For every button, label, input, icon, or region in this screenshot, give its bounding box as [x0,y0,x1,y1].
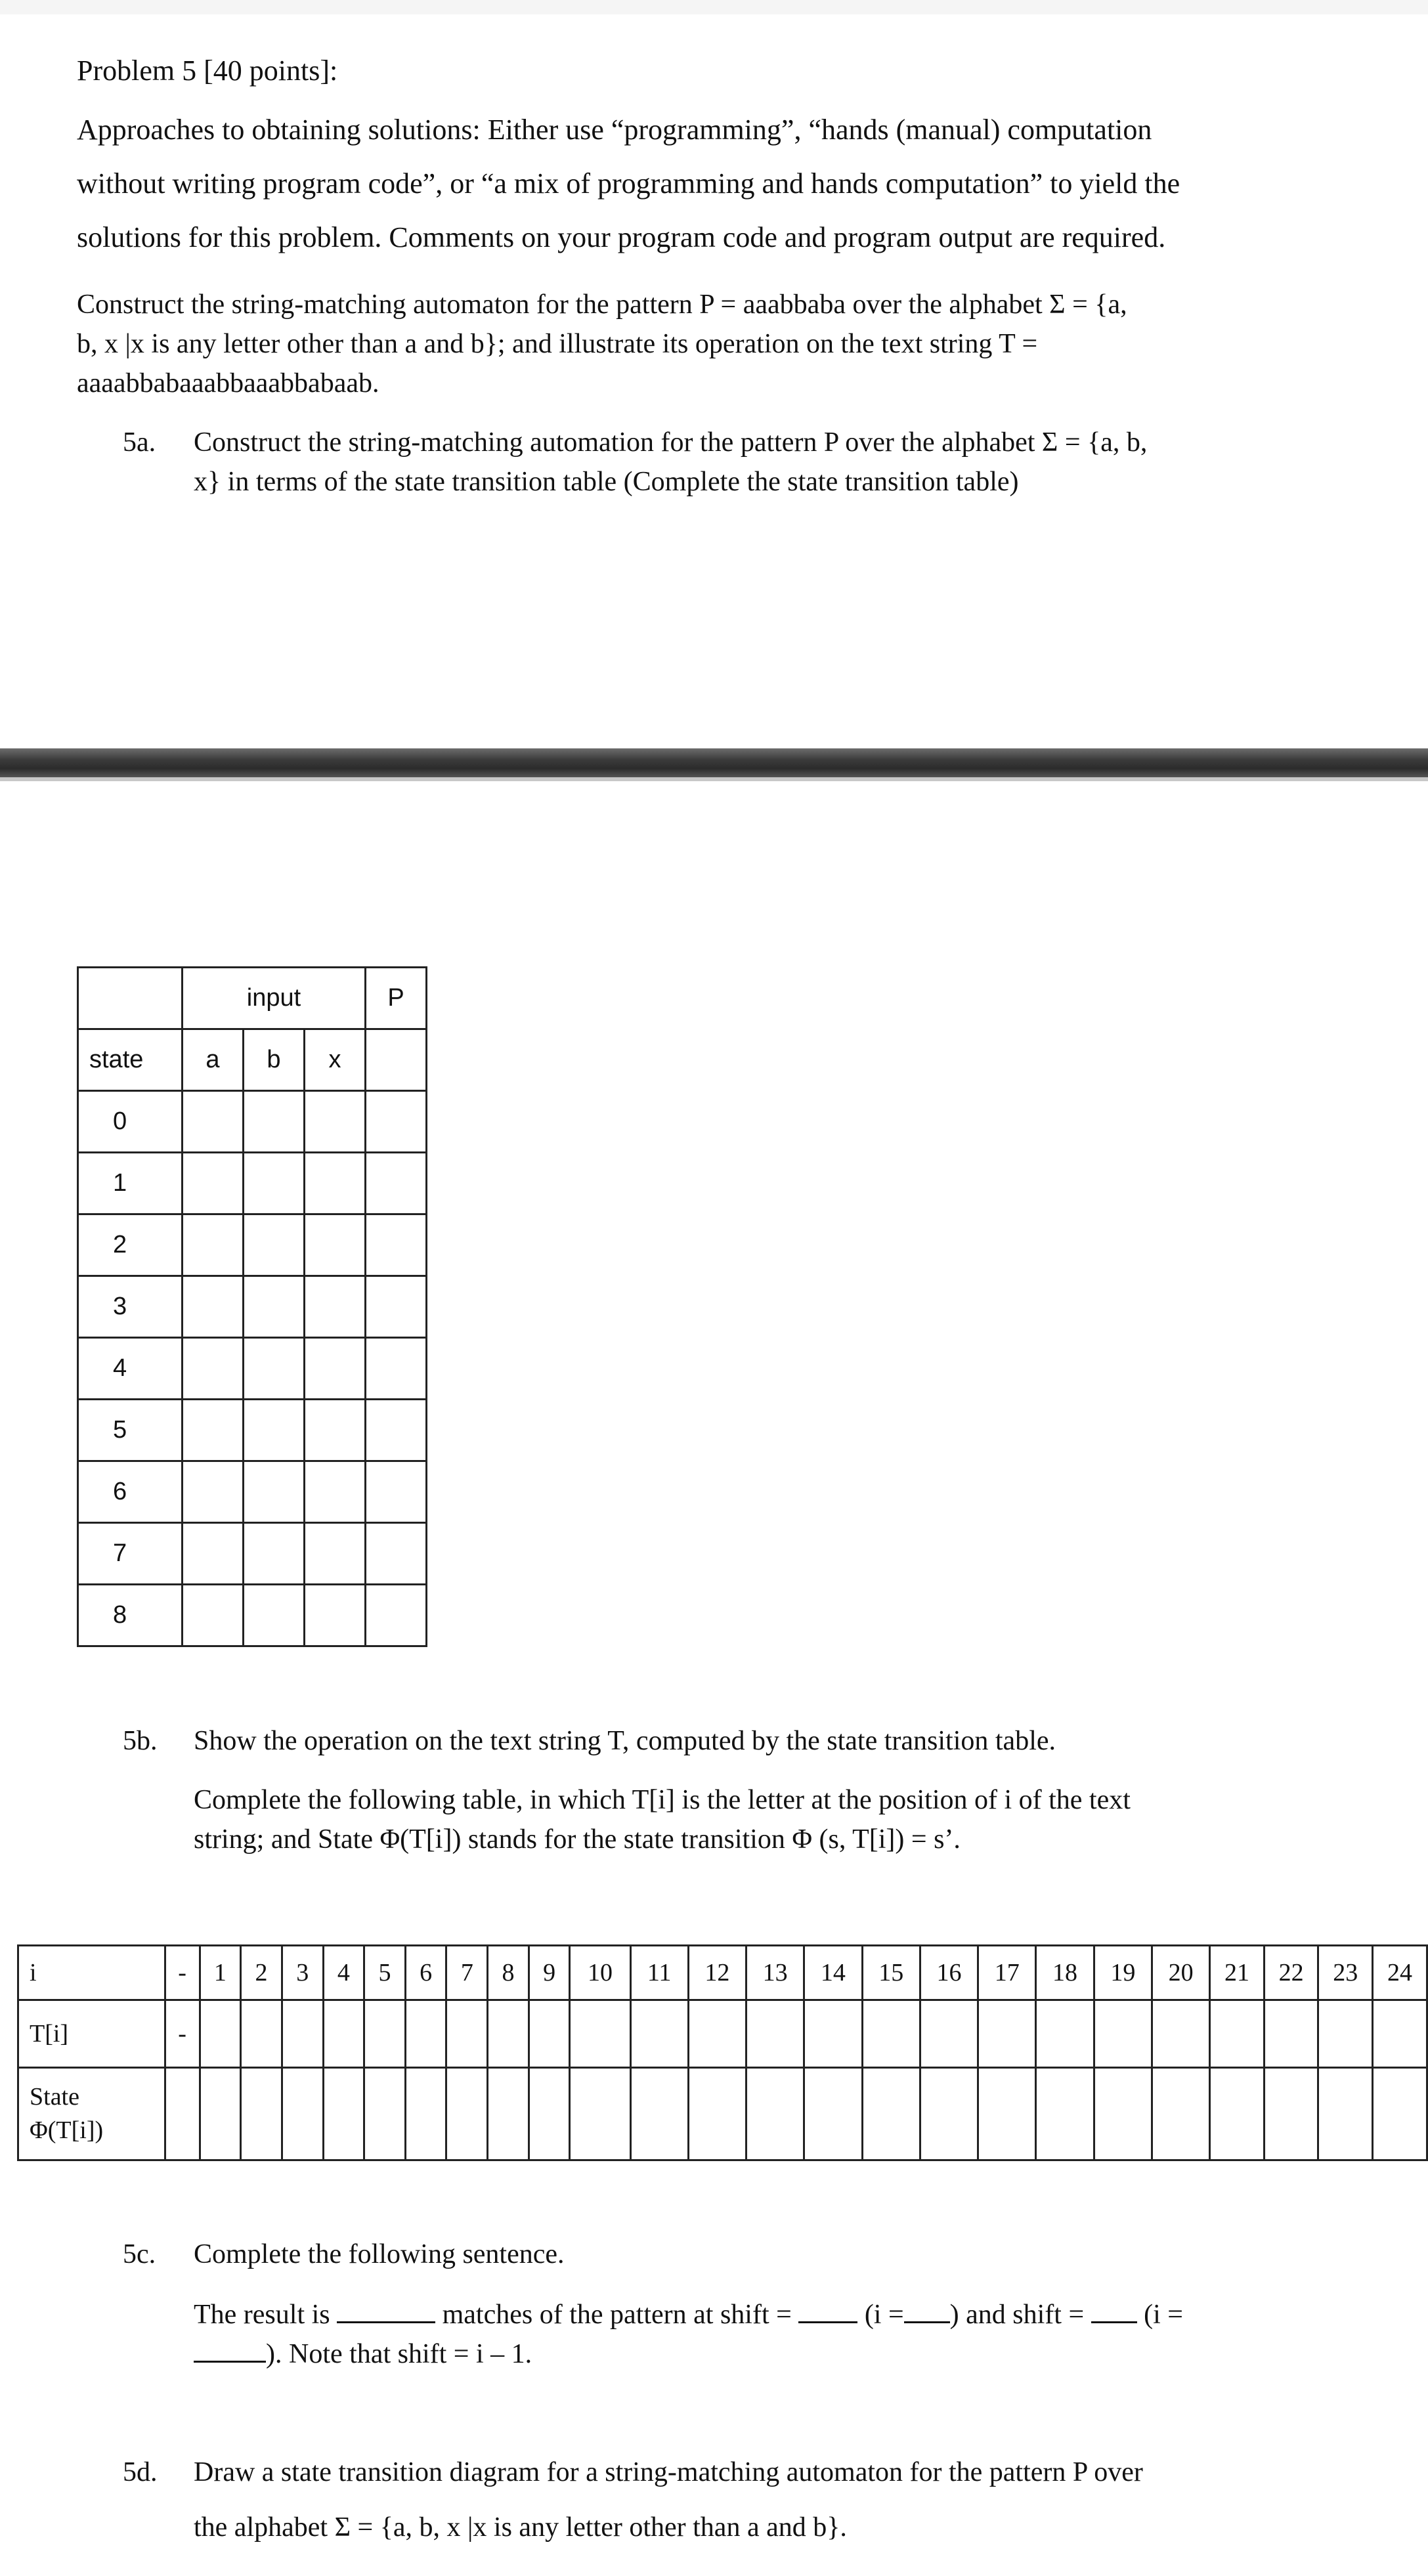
transition-cell[interactable] [305,1276,366,1338]
text-char-cell[interactable] [1036,2000,1094,2068]
transition-cell[interactable] [366,1400,427,1461]
transition-cell[interactable] [183,1214,244,1276]
transition-cell[interactable] [244,1214,305,1276]
state-value: 2 [78,1214,183,1276]
state-cell[interactable] [323,2068,364,2160]
text-char-cell[interactable] [405,2000,446,2068]
transition-cell[interactable] [244,1276,305,1338]
text-char-cell[interactable] [1318,2000,1373,2068]
position-cell: 8 [488,1946,529,2000]
transition-cell[interactable] [244,1461,305,1523]
op-row-i [18,1946,1427,2000]
position-cell: 2 [241,1946,282,2000]
sentence-seg-6: ). Note that shift = i – 1. [266,2339,532,2369]
t-dash-cell: - [165,2000,200,2068]
state-row [78,1091,427,1153]
position-cell: 5 [364,1946,406,2000]
state-cell[interactable] [529,2068,570,2160]
text-char-cell[interactable] [323,2000,364,2068]
state-cell[interactable] [282,2068,323,2160]
position-cell: 12 [688,1946,746,2000]
page-divider [0,748,1428,777]
text-char-cell[interactable] [978,2000,1036,2068]
position-cell: 14 [804,1946,862,2000]
state-table-header-row [78,968,427,1029]
transition-cell[interactable] [183,1276,244,1338]
state-cell[interactable] [630,2068,688,2160]
col-header-a: a [183,1029,244,1091]
state-cell[interactable] [446,2068,488,2160]
position-cell: 9 [529,1946,570,2000]
transition-cell[interactable] [305,1214,366,1276]
state-cell[interactable] [488,2068,529,2160]
transition-cell[interactable] [183,1461,244,1523]
transition-cell[interactable] [244,1153,305,1214]
approach-line-1: Approaches to obtaining solutions: Either use “programming”, “hands (manual) computation [77,114,1152,146]
sentence-seg-2: matches of the pattern at shift = [442,2300,792,2330]
op-row-t [18,2000,1427,2068]
text-char-cell[interactable] [529,2000,570,2068]
sentence-seg-5: (i = [1144,2300,1183,2330]
state-cell[interactable] [804,2068,862,2160]
state-row [78,1400,427,1461]
transition-cell[interactable] [305,1091,366,1153]
position-cell: 20 [1152,1946,1209,2000]
state-value: 8 [78,1585,183,1646]
transition-cell[interactable] [183,1585,244,1646]
page-divider-shadow [0,777,1428,781]
transition-cell[interactable] [244,1585,305,1646]
position-cell: 16 [920,1946,978,2000]
position-cell: 6 [405,1946,446,2000]
transition-cell[interactable] [366,1214,427,1276]
transition-cell[interactable] [305,1338,366,1400]
position-cell: 13 [746,1946,804,2000]
state-row [78,1214,427,1276]
text-char-cell[interactable] [200,2000,241,2068]
sentence-seg-3: (i = [864,2300,904,2330]
state-value: 4 [78,1338,183,1400]
construct-line-1: Construct the string-matching automaton for the pattern P = aaabbaba over the alphabet Σ = {a, [77,290,1127,320]
transition-cell[interactable] [366,1091,427,1153]
input-header: input [183,968,366,1029]
position-cell: 18 [1036,1946,1094,2000]
empty-cell [366,1029,427,1091]
row-label-state [18,2068,165,2160]
state-cell[interactable] [1152,2068,1209,2160]
row-label-t: T[i] [18,2000,165,2068]
state-cell[interactable] [1264,2068,1318,2160]
p-header: P [366,968,427,1029]
sentence-seg-1: The result is [194,2300,330,2330]
state-row [78,1276,427,1338]
position-cell: 4 [323,1946,364,2000]
transition-cell[interactable] [366,1276,427,1338]
part-a-line-2: x} in terms of the state transition table (Complete the state transition table) [194,467,1019,497]
state-value: 1 [78,1153,183,1214]
part-c-sentence-line-1 [194,2298,1183,2332]
part-b-line-1: Show the operation on the text string T, computed by the state transition table. [194,1726,1056,1756]
state-value: 3 [78,1276,183,1338]
transition-cell[interactable] [183,1091,244,1153]
position-cell: 3 [282,1946,323,2000]
text-char-cell[interactable] [364,2000,406,2068]
transition-cell[interactable] [305,1585,366,1646]
position-cell: 21 [1210,1946,1265,2000]
text-char-cell[interactable] [804,2000,862,2068]
state-value: 7 [78,1523,183,1585]
transition-cell[interactable] [183,1400,244,1461]
transition-cell[interactable] [305,1523,366,1585]
transition-cell[interactable] [183,1338,244,1400]
part-c-label: 5c. [123,2239,156,2269]
part-b-line-2: Complete the following table, in which T[i] is the letter at the position of i of the text [194,1785,1131,1815]
position-cell: 11 [630,1946,688,2000]
state-cell[interactable] [688,2068,746,2160]
state-value: 0 [78,1091,183,1153]
sentence-seg-4: ) and shift = [949,2300,1085,2330]
position-cell: 15 [862,1946,920,2000]
state-value: 6 [78,1461,183,1523]
state-cell[interactable] [746,2068,804,2160]
part-a-label: 5a. [123,427,156,458]
part-d-line-2: the alphabet Σ = {a, b, x |x is any letter other than a and b}. [194,2512,847,2543]
state-row [78,1153,427,1214]
i-1-blank[interactable] [904,2298,950,2323]
col-header-b: b [244,1029,305,1091]
state-blank-cell[interactable] [165,2068,200,2160]
position-cell: 24 [1373,1946,1427,2000]
part-b-label: 5b. [123,1726,158,1756]
text-char-cell[interactable] [241,2000,282,2068]
transition-cell[interactable] [305,1461,366,1523]
position-cell: 17 [978,1946,1036,2000]
state-cell[interactable] [920,2068,978,2160]
transition-cell[interactable] [183,1523,244,1585]
construct-line-2: b, x |x is any letter other than a and b}; and illustrate its operation on the text string T = [77,329,1038,359]
state-cell[interactable] [200,2068,241,2160]
state-cell[interactable] [405,2068,446,2160]
state-row [78,1461,427,1523]
part-d-label: 5d. [123,2457,158,2487]
state-header: state [78,1029,183,1091]
state-row [78,1338,427,1400]
state-row [78,1523,427,1585]
transition-cell[interactable] [366,1461,427,1523]
approach-line-3: solutions for this problem. Comments on your program code and program output are required. [77,221,1166,253]
approach-line-2: without writing program code”, or “a mix of programming and hands computation” to yield the [77,167,1180,200]
text-char-cell[interactable] [1094,2000,1152,2068]
row-label-i: i [18,1946,165,2000]
shift-2-blank[interactable] [1091,2298,1137,2323]
state-cell[interactable] [1094,2068,1152,2160]
position-cell: 19 [1094,1946,1152,2000]
transition-cell[interactable] [366,1153,427,1214]
col-header-x: x [305,1029,366,1091]
transition-cell[interactable] [244,1338,305,1400]
text-char-cell[interactable] [862,2000,920,2068]
transition-cell[interactable] [244,1400,305,1461]
problem-title: Problem 5 [40 points]: [77,54,338,87]
state-cell[interactable] [1036,2068,1094,2160]
text-char-cell[interactable] [688,2000,746,2068]
text-char-cell[interactable] [920,2000,978,2068]
transition-cell[interactable] [305,1153,366,1214]
i-dash-cell: - [165,1946,200,2000]
transition-cell[interactable] [244,1523,305,1585]
top-band [0,0,1428,14]
state-cell[interactable] [862,2068,920,2160]
row-label-state-line-2: Φ(T[i]) [30,2116,104,2144]
text-char-cell[interactable] [1373,2000,1427,2068]
state-cell[interactable] [364,2068,406,2160]
transition-cell[interactable] [305,1400,366,1461]
empty-corner-cell [78,968,183,1029]
text-char-cell[interactable] [1210,2000,1265,2068]
position-cell: 1 [200,1946,241,2000]
state-transition-table [77,966,427,1647]
state-cell[interactable] [978,2068,1036,2160]
operation-table [17,1944,1428,2161]
part-b-line-3: string; and State Φ(T[i]) stands for the state transition Φ (s, T[i]) = s’. [194,1824,961,1855]
text-char-cell[interactable] [282,2000,323,2068]
position-cell: 7 [446,1946,488,2000]
position-cell: 23 [1318,1946,1373,2000]
part-d-line-1: Draw a state transition diagram for a string-matching automaton for the pattern P over [194,2457,1143,2487]
text-char-cell[interactable] [1264,2000,1318,2068]
transition-cell[interactable] [366,1585,427,1646]
transition-cell[interactable] [366,1338,427,1400]
text-char-cell[interactable] [630,2000,688,2068]
state-table-subheader-row [78,1029,427,1091]
transition-cell[interactable] [183,1153,244,1214]
i-2-blank[interactable] [194,2337,266,2363]
text-char-cell[interactable] [488,2000,529,2068]
state-value: 5 [78,1400,183,1461]
state-row [78,1585,427,1646]
text-char-cell[interactable] [446,2000,488,2068]
state-cell[interactable] [1210,2068,1265,2160]
construct-line-3: aaaabbabaaabbaaabbabaab. [77,368,379,398]
state-cell[interactable] [241,2068,282,2160]
text-char-cell[interactable] [570,2000,630,2068]
position-cell: 22 [1264,1946,1318,2000]
state-cell[interactable] [570,2068,630,2160]
part-a-line-1: Construct the string-matching automation for the pattern P over the alphabet Σ = {a, b, [194,427,1148,458]
transition-cell[interactable] [244,1091,305,1153]
row-label-state-line-1: State [30,2082,79,2111]
transition-cell[interactable] [366,1523,427,1585]
match-count-blank[interactable] [337,2298,435,2323]
part-c-sentence-line-2 [194,2337,532,2371]
op-row-state [18,2068,1427,2160]
position-cell: 10 [570,1946,630,2000]
part-c-line-1: Complete the following sentence. [194,2239,565,2269]
text-char-cell[interactable] [746,2000,804,2068]
state-cell[interactable] [1373,2068,1427,2160]
shift-1-blank[interactable] [798,2298,857,2323]
state-cell[interactable] [1318,2068,1373,2160]
text-char-cell[interactable] [1152,2000,1209,2068]
